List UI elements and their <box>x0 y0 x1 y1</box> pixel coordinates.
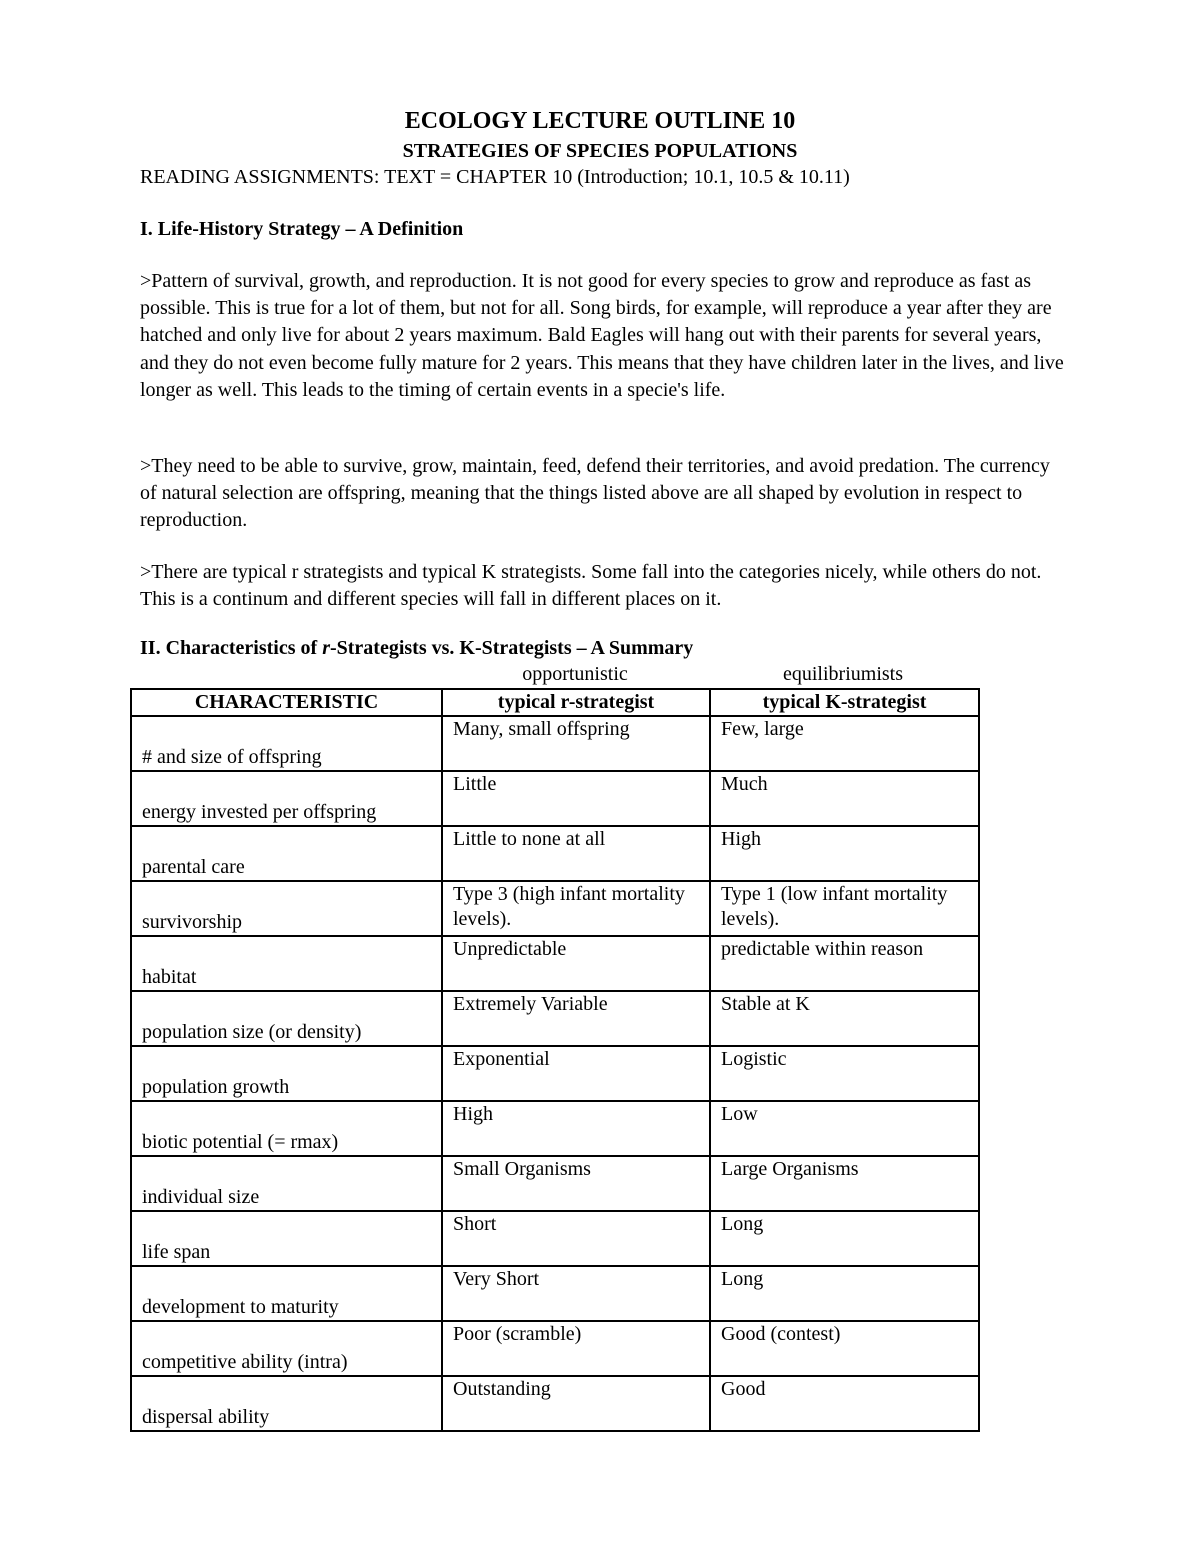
page-subtitle: STRATEGIES OF SPECIES POPULATIONS <box>402 140 798 162</box>
column-note-opportunistic: opportunistic <box>522 663 628 685</box>
k-strategist-cell: Logistic <box>710 1046 979 1101</box>
r-strategist-cell: Poor (scramble) <box>442 1321 710 1376</box>
characteristic-cell: development to maturity <box>131 1266 442 1321</box>
header-characteristic: CHARACTERISTIC <box>131 689 442 716</box>
characteristic-cell: life span <box>131 1211 442 1266</box>
r-strategist-cell: Many, small offspring <box>442 716 710 771</box>
k-strategist-cell: Large Organisms <box>710 1156 979 1211</box>
characteristic-cell: population growth <box>131 1046 442 1101</box>
characteristic-cell: energy invested per offspring <box>131 771 442 826</box>
characteristic-cell: # and size of offspring <box>131 716 442 771</box>
r-strategist-cell: Little to none at all <box>442 826 710 881</box>
characteristic-cell: parental care <box>131 826 442 881</box>
strategy-summary-table <box>130 688 980 1432</box>
r-strategist-cell: High <box>442 1101 710 1156</box>
section-1-heading: I. Life-History Strategy – A Definition <box>140 218 464 240</box>
r-strategist-cell: Little <box>442 771 710 826</box>
characteristic-cell: habitat <box>131 936 442 991</box>
k-strategist-cell: Stable at K <box>710 991 979 1046</box>
table-row <box>131 1266 979 1321</box>
k-strategist-cell: Good (contest) <box>710 1321 979 1376</box>
k-strategist-cell: Long <box>710 1266 979 1321</box>
characteristic-cell: competitive ability (intra) <box>131 1321 442 1376</box>
section-2-heading-prefix: II. Characteristics of <box>140 637 323 659</box>
k-strategist-cell: Few, large <box>710 716 979 771</box>
characteristic-cell: dispersal ability <box>131 1376 442 1431</box>
k-strategist-cell: Much <box>710 771 979 826</box>
characteristic-cell: individual size <box>131 1156 442 1211</box>
r-strategist-cell: Exponential <box>442 1046 710 1101</box>
k-strategist-cell: Low <box>710 1101 979 1156</box>
section-2-heading <box>140 637 693 660</box>
k-strategist-cell: predictable within reason <box>710 936 979 991</box>
table-row <box>131 771 979 826</box>
column-note-equilibriumists: equilibriumists <box>783 663 903 685</box>
table-row <box>131 826 979 881</box>
page-title: ECOLOGY LECTURE OUTLINE 10 <box>404 108 796 134</box>
r-strategist-cell: Type 3 (high infant mortality levels). <box>442 881 710 936</box>
paragraph-1: >Pattern of survival, growth, and reproduction. It is not good for every species to grow and reproduce as fast as possible. This is true for a lot of them, but not for all. Song birds, for example, will reproduce a year after they are hatched and only live for about 2 years maximum. Bald Eagles will hang out with their parents for several years, and they do not even become fully mature for 2 years. This means that they have children later in the lives, and live longer as well. This leads to the timing of certain events in a specie's life. <box>140 270 1064 401</box>
r-strategist-cell: Short <box>442 1211 710 1266</box>
table-row <box>131 991 979 1046</box>
characteristic-cell: population size (or density) <box>131 991 442 1046</box>
r-strategist-cell: Outstanding <box>442 1376 710 1431</box>
section-2-heading-suffix: -Strategists vs. K-Strategists – A Summary <box>329 637 694 659</box>
paragraph-3: >There are typical r strategists and typical K strategists. Some fall into the categories nicely, while others do not. This is a continum and different species will fall in different places on it. <box>140 561 1042 611</box>
reading-assignments: READING ASSIGNMENTS: TEXT = CHAPTER 10 (Introduction; 10.1, 10.5 & 10.11) <box>140 166 850 188</box>
k-strategist-cell: Type 1 (low infant mortality levels). <box>710 881 979 936</box>
table-row <box>131 1156 979 1211</box>
table-header-row <box>131 689 979 716</box>
k-strategist-cell: Good <box>710 1376 979 1431</box>
r-strategist-cell: Small Organisms <box>442 1156 710 1211</box>
table-row <box>131 1211 979 1266</box>
header-k-strategist: typical K-strategist <box>710 689 979 716</box>
characteristic-cell: biotic potential (= rmax) <box>131 1101 442 1156</box>
r-strategist-cell: Unpredictable <box>442 936 710 991</box>
section-2-heading-r: r <box>322 637 330 659</box>
k-strategist-cell: High <box>710 826 979 881</box>
table-row <box>131 881 979 936</box>
r-strategist-cell: Very Short <box>442 1266 710 1321</box>
k-strategist-cell: Long <box>710 1211 979 1266</box>
table-row <box>131 1101 979 1156</box>
header-r-strategist: typical r-strategist <box>442 689 710 716</box>
r-strategist-cell: Extremely Variable <box>442 991 710 1046</box>
table-row <box>131 716 979 771</box>
table-row <box>131 936 979 991</box>
table-row <box>131 1321 979 1376</box>
paragraph-2: >They need to be able to survive, grow, maintain, feed, defend their territories, and avoid predation. The currency of natural selection are offspring, meaning that the things listed above are all shaped by evolution in respect to reproduction. <box>140 455 1050 532</box>
table-body <box>131 716 979 1431</box>
table-row <box>131 1046 979 1101</box>
characteristic-cell: survivorship <box>131 881 442 936</box>
table-row <box>131 1376 979 1431</box>
